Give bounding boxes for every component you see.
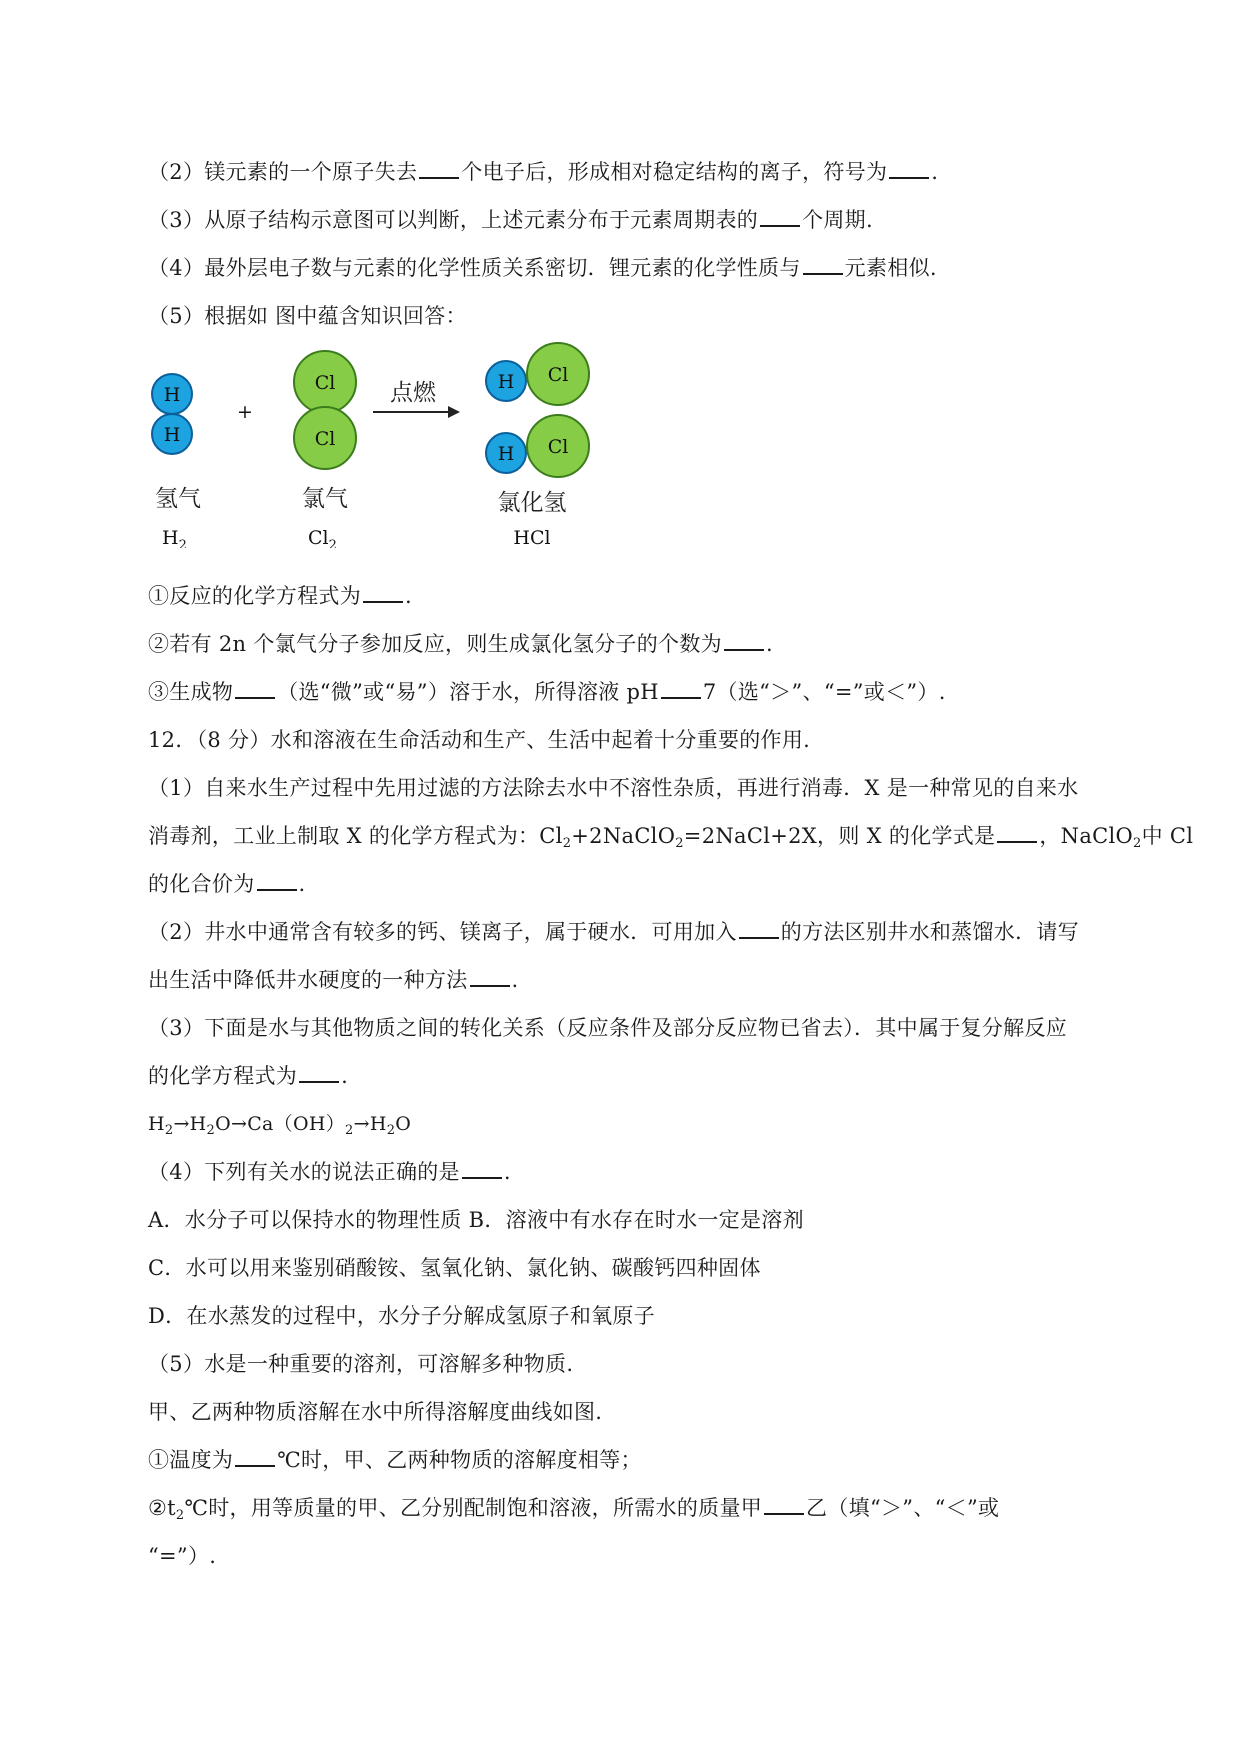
reaction-arrow (373, 380, 460, 418)
option-c: C．水可以用来鉴别硝酸铵、氢氧化钠、氯化钠、碳酸钙四种固体 (148, 1256, 761, 1280)
formula-h2: $H_2$ (162, 527, 187, 548)
q12-part1-line2: 消毒剂，工业上制取 X 的化学方程式为：$Cl_2+2NaClO_2=2NaCl+2X$，则 X 的化学式是 ，NaClO$_2$中 Cl (148, 824, 1194, 851)
svg-text:Cl: Cl (547, 364, 569, 386)
answer-blank[interactable] (997, 823, 1037, 843)
conversion-chain: $H_2\to H_2O\to Ca(OH)_2\to H_2O$ (148, 1113, 412, 1138)
q12-part2-line2: 出生活中降低井水硬度的一种方法 . (148, 968, 519, 992)
q12-sub2-line1: $②t_2℃$时，用等质量的甲、乙分别配制饱和溶液，所需水的质量甲 乙（填“＞”、“＜”或 (148, 1496, 1000, 1523)
answer-blank[interactable] (764, 1495, 804, 1515)
svg-text:H: H (497, 443, 515, 465)
q12-part5: （5）水是一种重要的溶剂，可溶解多种物质. (148, 1352, 574, 1376)
answer-blank[interactable] (235, 679, 275, 699)
caption-hydrogen-chloride: 氯化氢 (497, 490, 567, 516)
formula-cl2: $Cl_2$ (308, 527, 337, 548)
q12-part5-desc: 甲、乙两种物质溶解在水中所得溶解度曲线如图. (148, 1400, 603, 1424)
q12-part2-line1: （2）井水中通常含有较多的钙、镁离子，属于硬水．可用加入 的方法区别井水和蒸馏水．请写 (148, 920, 1079, 944)
chlorine-symbol: Cl (314, 428, 336, 450)
option-d: D．在水蒸发的过程中，水分子分解成氢原子和氧原子 (148, 1304, 656, 1328)
q11-sub2: ②若有 2n 个氯气分子参加反应，则生成氯化氢分子的个数为 . (148, 632, 773, 656)
q11-sub3: ③生成物 （选“微”或“易”）溶于水，所得溶液 pH 7（选“＞”、“=”或＜”）. (148, 680, 946, 704)
answer-blank[interactable] (363, 583, 403, 603)
q12-part1-line1: （1）自来水生产过程中先用过滤的方法除去水中不溶性杂质，再进行消毒．X 是一种常见的自来水 (148, 776, 1079, 800)
q11-part5: （5）根据如 图中蕴含知识回答： (148, 304, 467, 328)
hydrogen-symbol: H (163, 384, 181, 406)
q12-part1-line3: 的化合价为 . (148, 872, 306, 896)
answer-blank[interactable] (889, 159, 929, 179)
plus-sign: + (237, 401, 253, 423)
caption-hydrogen: 氢气 (155, 486, 201, 512)
answer-blank[interactable] (299, 1063, 339, 1083)
q11-part4: （4）最外层电子数与元素的化学性质关系密切．锂元素的化学性质与 元素相似. (148, 256, 937, 280)
svg-text:Cl: Cl (547, 436, 569, 458)
answer-blank[interactable] (803, 255, 843, 275)
q12-part4: （4）下列有关水的说法正确的是 . (148, 1160, 511, 1184)
answer-blank[interactable] (760, 207, 800, 227)
q12-sub1: ①温度为 ℃时，甲、乙两种物质的溶解度相等； (148, 1448, 642, 1472)
option-a-b: A．水分子可以保持水的物理性质 B．溶液中有水存在时水一定是溶剂 (148, 1208, 804, 1232)
answer-blank[interactable] (724, 631, 764, 651)
hydrogen-symbol: H (163, 424, 181, 446)
answer-blank[interactable] (235, 1447, 275, 1467)
q12-part3-line1: （3）下面是水与其他物质之间的转化关系（反应条件及部分反应物已省去）．其中属于复分解反应 (148, 1016, 1068, 1040)
q12-part3-line2: 的化学方程式为 . (148, 1064, 349, 1088)
q11-part3: （3）从原子结构示意图可以判断，上述元素分布于元素周期表的 个周期. (148, 208, 873, 232)
hydrogen-chloride-molecule (486, 343, 589, 405)
q12-sub2-line2: “=”）. (148, 1544, 217, 1568)
caption-chlorine: 氯气 (302, 486, 348, 512)
answer-blank[interactable] (661, 679, 701, 699)
answer-blank[interactable] (462, 1159, 502, 1179)
reaction-diagram (148, 338, 598, 548)
chlorine-symbol: Cl (314, 372, 336, 394)
answer-blank[interactable] (419, 159, 459, 179)
hydrogen-chloride-molecule (486, 415, 589, 477)
answer-blank[interactable] (470, 967, 510, 987)
formula-hcl: HCl (513, 527, 551, 548)
reaction-condition: 点燃 (390, 380, 436, 406)
answer-blank[interactable] (739, 919, 779, 939)
q11-part2: （2）镁元素的一个原子失去 个电子后，形成相对稳定结构的离子，符号为 . (148, 160, 939, 184)
q12-title: 12．（8 分）水和溶液在生命活动和生产、生活中起着十分重要的作用. (148, 728, 811, 752)
q11-sub1: ①反应的化学方程式为 . (148, 584, 412, 608)
hydrogen-molecule (152, 374, 192, 454)
answer-blank[interactable] (257, 871, 297, 891)
svg-text:H: H (497, 371, 515, 393)
chlorine-molecule (294, 351, 356, 469)
